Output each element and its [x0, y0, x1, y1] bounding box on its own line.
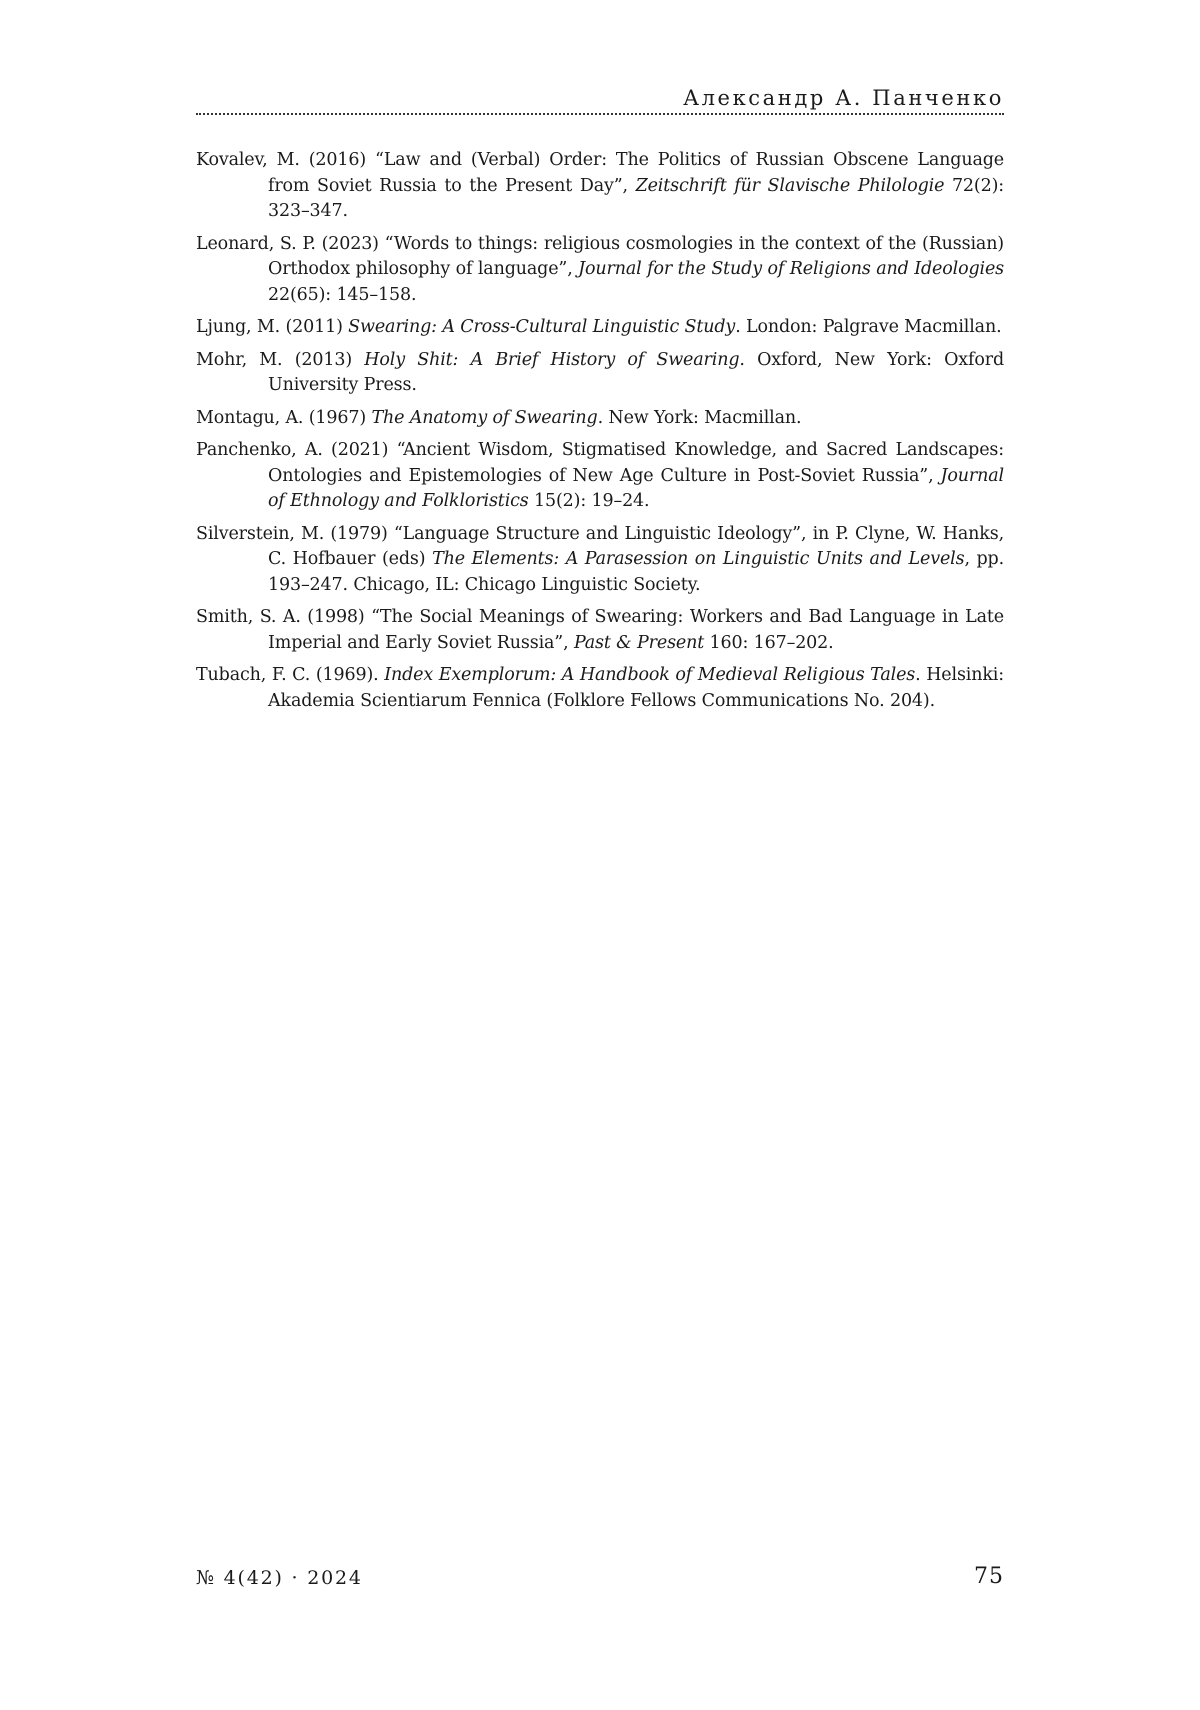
reference-item-montagu — [196, 406, 1004, 432]
reference-text: 72(2): 323–347. — [268, 175, 1005, 221]
reference-text: . Helsinki: Akademia Scientiarum Fennica (Folklore Fellows Communications No. 204). — [268, 665, 1005, 711]
reference-list — [196, 148, 1004, 721]
reference-text: . Oxford, New York: Oxford University Press. — [268, 349, 1004, 395]
reference-item-smith — [196, 605, 1004, 656]
running-head: Александр А. Панченко — [683, 86, 1004, 110]
reference-source-title: Past & Present — [573, 632, 705, 653]
reference-item-leonard — [196, 232, 1004, 309]
reference-source-title: Index Exemplorum: A Handbook of Medieval Religious Tales — [384, 665, 916, 685]
reference-source-title: The Anatomy of Swearing — [371, 407, 598, 428]
reference-text: 160: 167–202. — [704, 632, 834, 653]
reference-item-mohr — [196, 348, 1004, 399]
reference-text: . New York: Macmillan. — [597, 407, 802, 428]
reference-text: , pp. 193–247. Chicago, IL: Chicago Linguistic Society. — [268, 549, 1005, 595]
reference-text: 15(2): 19–24. — [528, 491, 650, 511]
reference-text: Tubach, F. C. (1969). — [196, 665, 385, 685]
reference-item-ljung — [196, 315, 1004, 341]
reference-source-title: Journal for the Study of Religions and Ideologies — [578, 259, 1004, 279]
reference-text: Kovalev, M. (2016) “Law and (Verbal) Order: The Politics of Russian Obscene Language from Soviet Russia to the Present Day”, — [196, 150, 1004, 196]
page-number: 75 — [974, 1564, 1004, 1589]
reference-text: Mohr, M. (2013) — [196, 349, 365, 370]
reference-item-silverstein — [196, 522, 1004, 599]
reference-text: Leonard, S. P. (2023) “Words to things: religious cosmologies in the context of the (Russian) Orthodox philosophy of language”, — [196, 233, 1004, 279]
reference-source-title: Holy Shit: A Brief History of Swearing — [364, 349, 740, 370]
reference-item-kovalev — [196, 148, 1004, 225]
reference-source-title: Zeitschrift für Slavische Philologie — [635, 175, 945, 196]
footer-issue-number: № 4(42) · 2024 — [196, 1567, 363, 1589]
reference-text: Smith, S. A. (1998) “The Social Meanings of Swearing: Workers and Bad Language in Late Imperial and Early Soviet Russia”, — [196, 607, 1004, 653]
reference-text: Montagu, A. (1967) — [196, 407, 372, 428]
reference-source-title: Journal of Ethnology and Folkloristics — [268, 465, 1004, 511]
reference-item-panchenko — [196, 438, 1004, 515]
header-dotted-rule — [196, 113, 1004, 115]
reference-item-tubach — [196, 663, 1004, 714]
reference-text: . London: Palgrave Macmillan. — [735, 317, 1002, 337]
reference-source-title: Swearing: A Cross-Cultural Linguistic Study — [348, 317, 736, 337]
reference-text: Silverstein, M. (1979) “Language Structure and Linguistic Ideology”, in P. Clyne, W. Hanks, C. Hofbauer (eds) — [196, 523, 1004, 569]
reference-text: Ljung, M. (2011) — [196, 317, 349, 337]
reference-text: 22(65): 145–158. — [268, 284, 417, 305]
reference-source-title: The Elements: A Parasession on Linguistic Units and Levels — [432, 549, 965, 569]
reference-text: Panchenko, A. (2021) “Ancient Wisdom, Stigmatised Knowledge, and Sacred Landscapes: Ontologies and Epistemologies of New Age Culture in Post-Soviet Russia”, — [196, 440, 1004, 486]
